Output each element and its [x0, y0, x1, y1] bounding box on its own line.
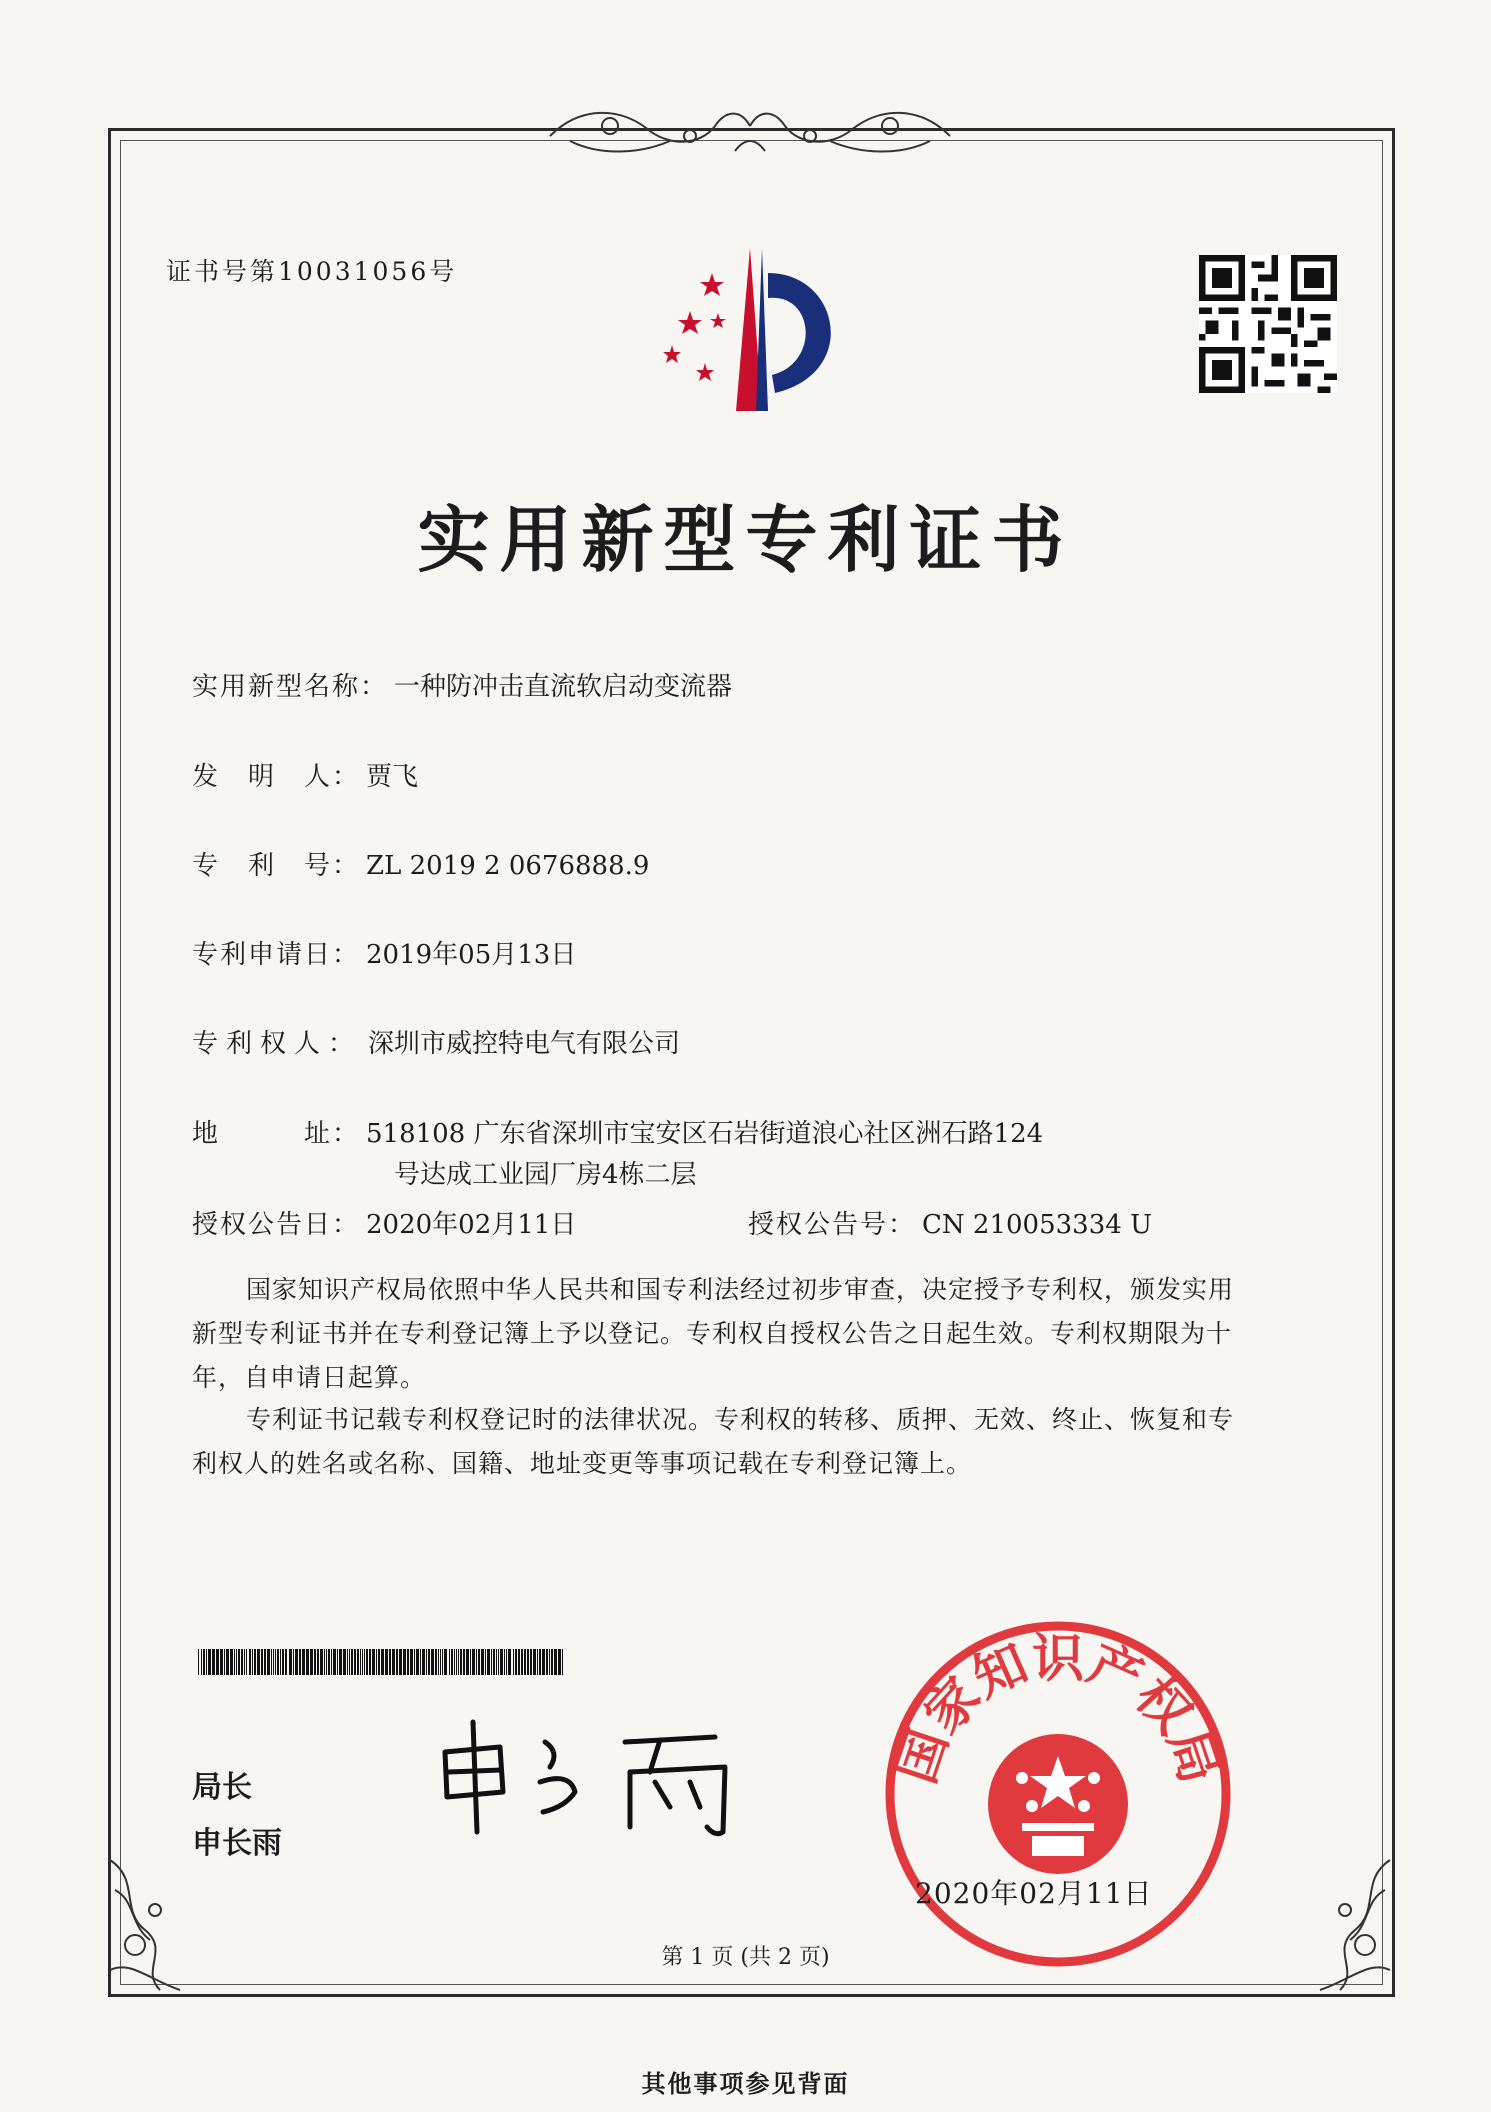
- barcode-bar: [226, 1649, 229, 1675]
- field-label: 授权公告日：: [192, 1210, 361, 1240]
- barcode-bar: [460, 1649, 462, 1675]
- barcode-bar: [438, 1649, 439, 1675]
- field-utility-model-name: [192, 666, 732, 703]
- barcode-bar: [506, 1649, 507, 1675]
- barcode-bar: [530, 1649, 532, 1675]
- barcode-bar: [389, 1649, 391, 1675]
- barcode-bar: [306, 1649, 309, 1675]
- corner-ornament-bottom-left-icon: [100, 1850, 210, 2000]
- barcode-bar: [208, 1649, 211, 1675]
- field-value: CN 210053334 U: [922, 1210, 1152, 1240]
- barcode-bar: [285, 1649, 287, 1675]
- barcode-bar: [527, 1649, 529, 1675]
- field-inventor: [192, 756, 418, 793]
- field-address-line2: [388, 1154, 697, 1191]
- barcode-bar: [500, 1649, 503, 1675]
- barcode-bar: [320, 1649, 323, 1675]
- barcode-bar: [504, 1649, 505, 1675]
- barcode-bar: [466, 1649, 469, 1675]
- footer-note: 其他事项参见背面: [641, 2069, 850, 2098]
- barcode-bar: [554, 1649, 557, 1675]
- barcode-bar: [347, 1649, 348, 1675]
- barcode-bar: [302, 1649, 305, 1675]
- barcode-bar: [275, 1649, 276, 1675]
- field-application-date: [192, 934, 576, 971]
- field-label: 专利申请日：: [192, 940, 361, 970]
- barcode-bar: [246, 1649, 247, 1675]
- page-number: 第 1 页 (共 2 页): [661, 1945, 830, 1970]
- barcode-bar: [216, 1649, 219, 1675]
- barcode-bar: [372, 1649, 375, 1675]
- barcode-bar: [521, 1649, 523, 1675]
- field-value: 2019年05月13日: [366, 940, 577, 970]
- barcode-bar: [293, 1649, 294, 1675]
- barcode-bar: [385, 1649, 388, 1675]
- barcode-bar: [324, 1649, 325, 1675]
- barcode-bar: [456, 1649, 457, 1675]
- barcode-bar: [551, 1649, 553, 1675]
- barcode-bar: [431, 1649, 434, 1675]
- barcode-bar: [518, 1649, 520, 1675]
- barcode-bar: [289, 1649, 292, 1675]
- barcode-icon: [198, 1649, 566, 1675]
- barcode-bar: [295, 1649, 298, 1675]
- field-value: 号达成工业园厂房4栋二层: [394, 1160, 697, 1190]
- barcode-bar: [351, 1649, 353, 1675]
- barcode-bar: [203, 1649, 205, 1675]
- barcode-bar: [249, 1649, 251, 1675]
- barcode-bar: [426, 1649, 427, 1675]
- field-label: 专利权人：: [192, 1029, 363, 1059]
- field-patent-number: [192, 845, 649, 882]
- barcode-bar: [533, 1649, 536, 1675]
- barcode-bar: [454, 1649, 455, 1675]
- barcode-bar: [549, 1649, 550, 1675]
- barcode-bar: [277, 1649, 279, 1675]
- seal-text: 国家知识产权局: [886, 1629, 1230, 1791]
- barcode-bar: [442, 1649, 443, 1675]
- barcode-bar: [451, 1649, 453, 1675]
- field-label: 实用新型名称：: [192, 672, 389, 702]
- barcode-bar: [206, 1649, 207, 1675]
- cnipa-logo-icon: [650, 243, 870, 415]
- barcode-bar: [264, 1649, 266, 1675]
- barcode-bar: [314, 1649, 316, 1675]
- barcode-bar: [376, 1649, 377, 1675]
- seal-date: 2020年02月11日: [915, 1877, 1153, 1910]
- field-value: 深圳市威控特电气有限公司: [368, 1029, 681, 1059]
- barcode-bar: [396, 1649, 398, 1675]
- director-title: 局长: [192, 1770, 252, 1805]
- barcode-bar: [333, 1649, 336, 1675]
- barcode-bar: [212, 1649, 215, 1675]
- barcode-bar: [220, 1649, 223, 1675]
- barcode-bar: [198, 1649, 199, 1675]
- barcode-bar: [339, 1649, 342, 1675]
- official-seal-icon: [882, 1618, 1234, 1970]
- barcode-bar: [381, 1649, 384, 1675]
- barcode-bar: [444, 1649, 447, 1675]
- barcode-bar: [310, 1649, 313, 1675]
- paragraph-line: 年，自申请日起算。: [192, 1363, 427, 1392]
- field-label: 专 利 号：: [192, 851, 361, 881]
- barcode-bar: [230, 1649, 233, 1675]
- field-patentee: [192, 1023, 680, 1060]
- barcode-bar: [399, 1649, 402, 1675]
- barcode-bar: [244, 1649, 245, 1675]
- barcode-bar: [267, 1649, 270, 1675]
- barcode-bar: [487, 1649, 490, 1675]
- field-value: 一种防冲击直流软启动变流器: [394, 672, 733, 702]
- barcode-bar: [470, 1649, 471, 1675]
- barcode-bar: [378, 1649, 380, 1675]
- barcode-bar: [463, 1649, 465, 1675]
- barcode-bar: [485, 1649, 486, 1675]
- barcode-bar: [539, 1649, 541, 1675]
- field-label: 授权公告号：: [748, 1210, 917, 1240]
- barcode-bar: [496, 1649, 497, 1675]
- barcode-bar: [369, 1649, 371, 1675]
- barcode-bar: [498, 1649, 499, 1675]
- field-value: ZL 2019 2 0676888.9: [366, 851, 650, 881]
- barcode-bar: [364, 1649, 365, 1675]
- barcode-bar: [234, 1649, 235, 1675]
- barcode-bar: [435, 1649, 437, 1675]
- barcode-bar: [449, 1649, 450, 1675]
- field-grant-number: [748, 1204, 1152, 1241]
- barcode-bar: [428, 1649, 430, 1675]
- barcode-bar: [472, 1649, 475, 1675]
- field-value: 2020年02月11日: [366, 1210, 577, 1240]
- barcode-bar: [562, 1649, 563, 1675]
- barcode-bar: [542, 1649, 545, 1675]
- certificate-number: 证书号第10031056号: [166, 257, 458, 286]
- barcode-bar: [440, 1649, 441, 1675]
- barcode-bar: [254, 1649, 256, 1675]
- body-paragraph-1: [192, 1268, 1302, 1400]
- certificate-title: 实用新型专利证书: [417, 497, 1074, 582]
- barcode-bar: [354, 1649, 356, 1675]
- barcode-bar: [328, 1649, 330, 1675]
- barcode-bar: [360, 1649, 361, 1675]
- barcode-bar: [252, 1649, 253, 1675]
- barcode-bar: [420, 1649, 421, 1675]
- barcode-bar: [271, 1649, 272, 1675]
- barcode-bar: [236, 1649, 237, 1675]
- barcode-bar: [317, 1649, 319, 1675]
- barcode-bar: [366, 1649, 368, 1675]
- barcode-bar: [326, 1649, 327, 1675]
- barcode-bar: [558, 1649, 561, 1675]
- paragraph-line: 新型专利证书并在专利登记簿上予以登记。专利权自授权公告之日起生效。专利权期限为十: [192, 1319, 1233, 1348]
- director-name: 申长雨: [192, 1826, 282, 1861]
- barcode-bar: [257, 1649, 260, 1675]
- barcode-bar: [349, 1649, 350, 1675]
- barcode-bar: [238, 1649, 240, 1675]
- paragraph-line: 利权人的姓名或名称、国籍、地址变更等事项记载在专利登记簿上。: [192, 1449, 973, 1478]
- director-signature-icon: [425, 1712, 755, 1842]
- barcode-bar: [481, 1649, 484, 1675]
- barcode-bar: [513, 1649, 514, 1675]
- barcode-bar: [280, 1649, 281, 1675]
- barcode-bar: [524, 1649, 526, 1675]
- barcode-bar: [403, 1649, 406, 1675]
- barcode-bar: [337, 1649, 338, 1675]
- paragraph-line: 专利证书记载专利权登记时的法律状况。专利权的转移、质押、无效、终止、恢复和专: [246, 1405, 1235, 1434]
- barcode-bar: [299, 1649, 301, 1675]
- qr-code-icon[interactable]: [1199, 255, 1337, 393]
- barcode-bar: [414, 1649, 415, 1675]
- field-label: 地 址：: [192, 1119, 361, 1149]
- barcode-bar: [546, 1649, 548, 1675]
- barcode-bar: [493, 1649, 495, 1675]
- field-value: 贾飞: [366, 762, 419, 792]
- field-label: 发 明 人：: [192, 762, 361, 792]
- barcode-bar: [407, 1649, 409, 1675]
- barcode-bar: [273, 1649, 274, 1675]
- barcode-bar: [515, 1649, 517, 1675]
- field-grant-date: [192, 1204, 576, 1241]
- barcode-bar: [261, 1649, 263, 1675]
- barcode-bar: [478, 1649, 480, 1675]
- barcode-bar: [491, 1649, 492, 1675]
- barcode-bar: [458, 1649, 459, 1675]
- barcode-bar: [392, 1649, 395, 1675]
- barcode-bar: [282, 1649, 284, 1675]
- barcode-bar: [416, 1649, 419, 1675]
- barcode-bar: [476, 1649, 477, 1675]
- barcode-bar: [422, 1649, 425, 1675]
- barcode-bar: [537, 1649, 538, 1675]
- barcode-bar: [410, 1649, 413, 1675]
- barcode-bar: [343, 1649, 346, 1675]
- barcode-bar: [362, 1649, 363, 1675]
- barcode-bar: [508, 1649, 511, 1675]
- top-ornament-icon: [540, 96, 960, 166]
- paragraph-line: 国家知识产权局依照中华人民共和国专利法经过初步审查，决定授予专利权，颁发实用: [246, 1275, 1235, 1304]
- barcode-bar: [201, 1649, 202, 1675]
- field-value: 518108 广东省深圳市宝安区石岩街道浪心社区洲石路124: [366, 1119, 1044, 1149]
- barcode-bar: [357, 1649, 359, 1675]
- field-address: [192, 1113, 1043, 1150]
- body-paragraph-2: [192, 1398, 1302, 1486]
- barcode-bar: [331, 1649, 332, 1675]
- corner-ornament-bottom-right-icon: [1290, 1850, 1400, 2000]
- barcode-bar: [224, 1649, 225, 1675]
- barcode-bar: [241, 1649, 243, 1675]
